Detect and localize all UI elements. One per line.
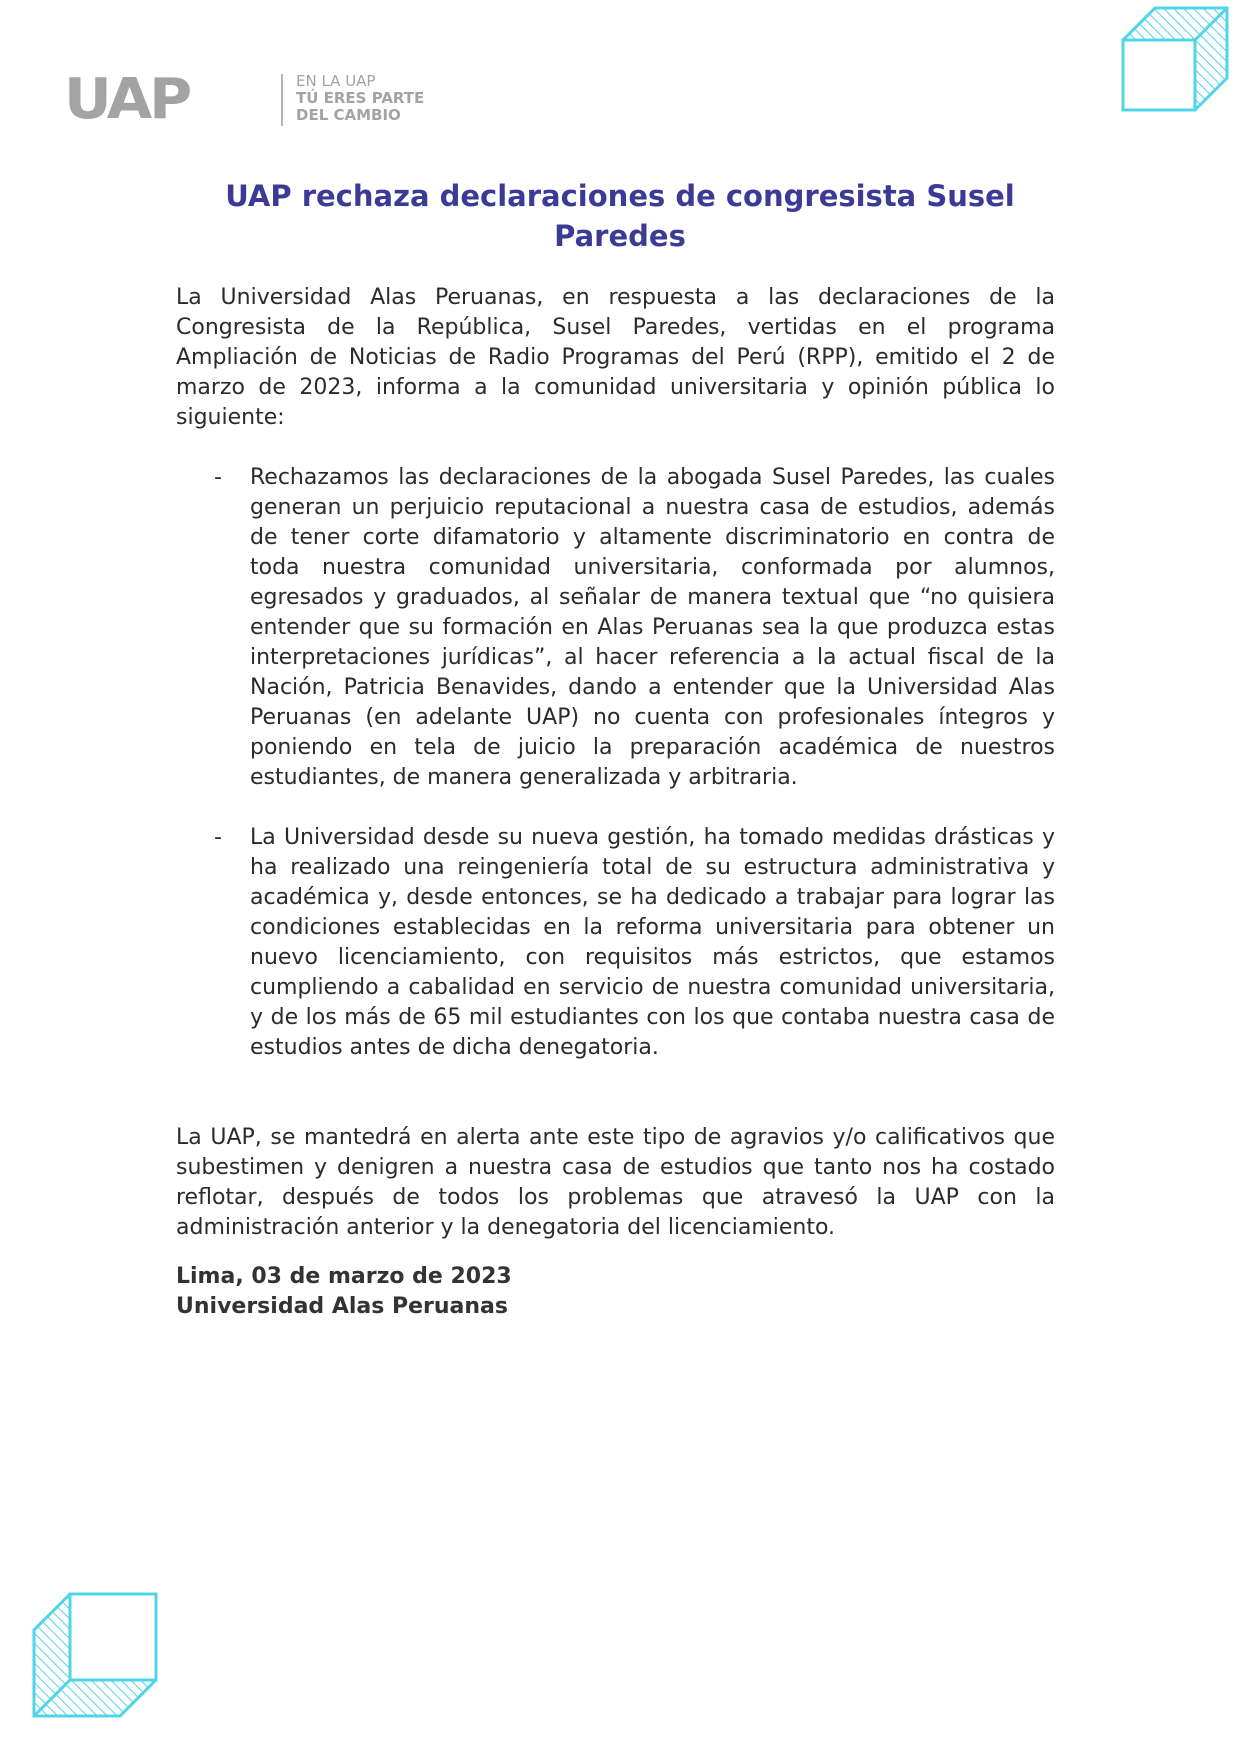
statement-points (176, 463, 1055, 1063)
uap-logo (64, 67, 425, 132)
list-item (176, 463, 1055, 793)
closing-paragraph: La UAP, se mantedrá en alerta ante este tipo de agravios y/o calificativos que subestimen y denigren a nuestra casa de estudios que tanto nos ha costado reflotar, después de todos los problemas que atravesó la UAP con la administración anterior y la denegatoria del licenciamiento. (176, 1125, 1055, 1240)
logo-tagline-line-1: EN LA UAP (296, 72, 376, 90)
place-date: Lima, 03 de marzo de 2023 (176, 1264, 512, 1289)
statement-body (176, 283, 1055, 1243)
cube-decoration-top-icon (1119, 4, 1231, 114)
institution-name: Universidad Alas Peruanas (176, 1294, 508, 1319)
bullet-dash: - (214, 825, 222, 850)
signature-block (176, 1262, 512, 1322)
logo-divider (281, 74, 283, 126)
logo-tagline (296, 73, 424, 124)
intro-paragraph: La Universidad Alas Peruanas, en respuesta a las declaraciones de la Congresista de la República, Susel Paredes, vertidas en el programa Ampliación de Noticias de Radio Programas del Perú (RPP), emitido el 2 de marzo de 2023, informa a la comunidad universitaria y opinión pública lo siguiente: (176, 285, 1055, 430)
logo-tagline-line-3: DEL CAMBIO (296, 106, 401, 124)
logo-mark: UAP (64, 67, 190, 132)
bullet-dash: - (214, 465, 222, 490)
logo-tagline-line-2: TÚ ERES PARTE (296, 89, 425, 107)
list-item (176, 823, 1055, 1063)
page-title: UAP rechaza declaraciones de congresista Susel Paredes (225, 179, 1015, 253)
cube-decoration-bottom-icon (30, 1590, 160, 1720)
point-text: La Universidad desde su nueva gestión, ha tomado medidas drásticas y ha realizado una reingeniería total de su estructura administrativa y académica y, desde entonces, se ha dedicado a trabajar para lograr las condiciones establecidas en la reforma universitaria para obtener un nuevo licenciamiento, con requisitos más estrictos, que estamos cumpliendo a cabalidad en servicio de nuestra comunidad universitaria, y de los más de 65 mil estudiantes con los que contaba nuestra casa de estudios antes de dicha denegatoria. (250, 825, 1055, 1060)
point-text: Rechazamos las declaraciones de la abogada Susel Paredes, las cuales generan un perjuicio reputacional a nuestra casa de estudios, además de tener corte difamatorio y altamente discriminatorio en contra de toda nuestra comunidad universitaria, conformada por alumnos, egresados y graduados, al señalar de manera textual que “no quisiera entender que su formación en Alas Peruanas sea la que produzca estas interpretaciones jurídicas”, al hacer referencia a la actual fiscal de la Nación, Patricia Benavides, dando a entender que la Universidad Alas Peruanas (en adelante UAP) no cuenta con profesionales íntegros y poniendo en tela de juicio la preparación académica de nuestros estudiantes, de manera generalizada y arbitraria. (250, 465, 1055, 790)
